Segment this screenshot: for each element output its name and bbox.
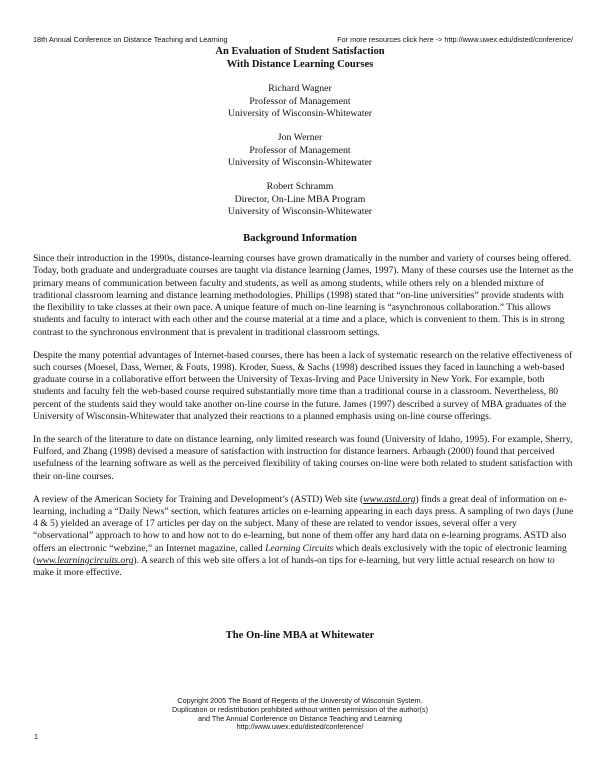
author-block — [0, 83, 600, 121]
section-heading-online-mba: The On-line MBA at Whitewater — [225, 630, 375, 641]
section-heading-background: Background Information — [243, 233, 357, 244]
author-name: Richard Wagner — [268, 83, 332, 94]
paragraph: Since their introduction in the 1990s, distance-learning courses have grown dramatically in the number and variety of courses being offered. Today, both graduate and undergraduate courses are taught via distance learning (James, 1997). Many of these courses use the Internet as the primary means of communication between faculty and students, as well as among students, while others rely on a blended mixture of traditional classroom learning and distance learning methodologies. Phillips (1998) stated that “on-line universities” provide students with the flexibility to take classes at their own pace. A unique feature of much on-line learning is “asynchronous collaboration.” This allows students and faculty to interact with each other and the course material at a time and a place, which is convenient to them. This is in strong contrast to the synchronous environment that is prevalent in traditional classroom settings. — [33, 253, 574, 338]
body-text — [33, 253, 575, 590]
author-affiliation: University of Wisconsin-Whitewater — [227, 157, 373, 168]
author-block — [0, 181, 600, 219]
paragraph: Despite the many potential advantages of Internet-based courses, there has been a lack of systematic research on the relative effectiveness of such courses (Moesel, Dass, Werner, & Fouts, 1998). Kroder, Suess, & Sachs (1998) described issues they faced in launching a web-based graduate course in a collaborative effort between the University of Texas-Irving and Pace University in New York. For example, both students and faculty felt the web-based course required substantially more time than a traditional course in a classroom. Nevertheless, 80 percent of the students said they would take another on-line course in the future. James (1997) described a survey of MBA graduates of the University of Wisconsin-Whitewater that analyzed their reactions to a planned emphasis using on-line course offerings. — [33, 349, 573, 423]
learning-circuits-title: Learning Circuits — [265, 542, 334, 554]
footer-line: and The Annual Conference on Distance Teaching and Learning — [198, 713, 402, 723]
paper-title — [0, 45, 600, 71]
author-affiliation: University of Wisconsin-Whitewater — [227, 108, 373, 119]
author-role: Director, On-Line MBA Program — [234, 193, 366, 205]
author-role: Professor of Management — [249, 95, 351, 107]
page-number: 1 — [34, 732, 38, 741]
paragraph: A review of the American Society for Training and Development’s (ASTD) Web site (www.astd.org) finds a great deal of information on e-learning, including a “Daily News” section, which features articles on e-learning appearing in each days press. A sampling of two days (June 4 & 5) yielded an average of 17 articles per day on the subject. Many of these are related to vendor issues, several offer a very “observational” approach to how to and how not to do e-learning, but none of them offer any hard data on e-learning programs. ASTD also offers an electronic “webzine,” an Internet magazine, called Learning Circuits which deals exclusively with the topic of electronic learning (www.learningcircuits.org). A search of this web site offers a lot of hands-on tips for e-learning, but very little actual research on how to make it more effective. — [33, 493, 574, 579]
author-name: Robert Schramm — [266, 181, 334, 192]
footer-line: Copyright 2005 The Board of Regents of the University of Wisconsin System. — [177, 696, 423, 705]
conference-name: 18th Annual Conference on Distance Teaching and Learning — [33, 35, 228, 44]
author-affiliation: University of Wisconsin-Whitewater — [227, 206, 373, 217]
paragraph: In the search of the literature to date on distance learning, only limited research was found (University of Idaho, 1995). For example, Sherry, Fulford, and Zhang (1998) devised a measure of satisfaction with instruction for distance learners. Arbaugh (2000) found that perceived usefulness of the learning software as well as the perceived flexibility of taking courses on-line were both related to student satisfaction with their on-line courses. — [33, 433, 573, 482]
footer-url[interactable]: http://www.uwex.edu/disted/conference/ — [236, 722, 364, 732]
astd-link[interactable]: www.astd.org — [363, 493, 416, 505]
copyright-footer — [0, 697, 600, 732]
resources-link[interactable]: For more resources click here -> http://www.uwex.edu/disted/conference/ — [337, 35, 573, 44]
title-line-2: With Distance Learning Courses — [226, 59, 374, 70]
author-block — [0, 132, 600, 170]
footer-line: Duplication or redistribution prohibited without written permission of the author(s) — [171, 704, 429, 714]
learningcircuits-link[interactable]: www.learningcircuits.org — [36, 555, 134, 567]
author-role: Professor of Management — [249, 144, 351, 156]
author-name: Jon Werner — [277, 132, 323, 143]
title-line-1: An Evaluation of Student Satisfaction — [215, 46, 385, 57]
